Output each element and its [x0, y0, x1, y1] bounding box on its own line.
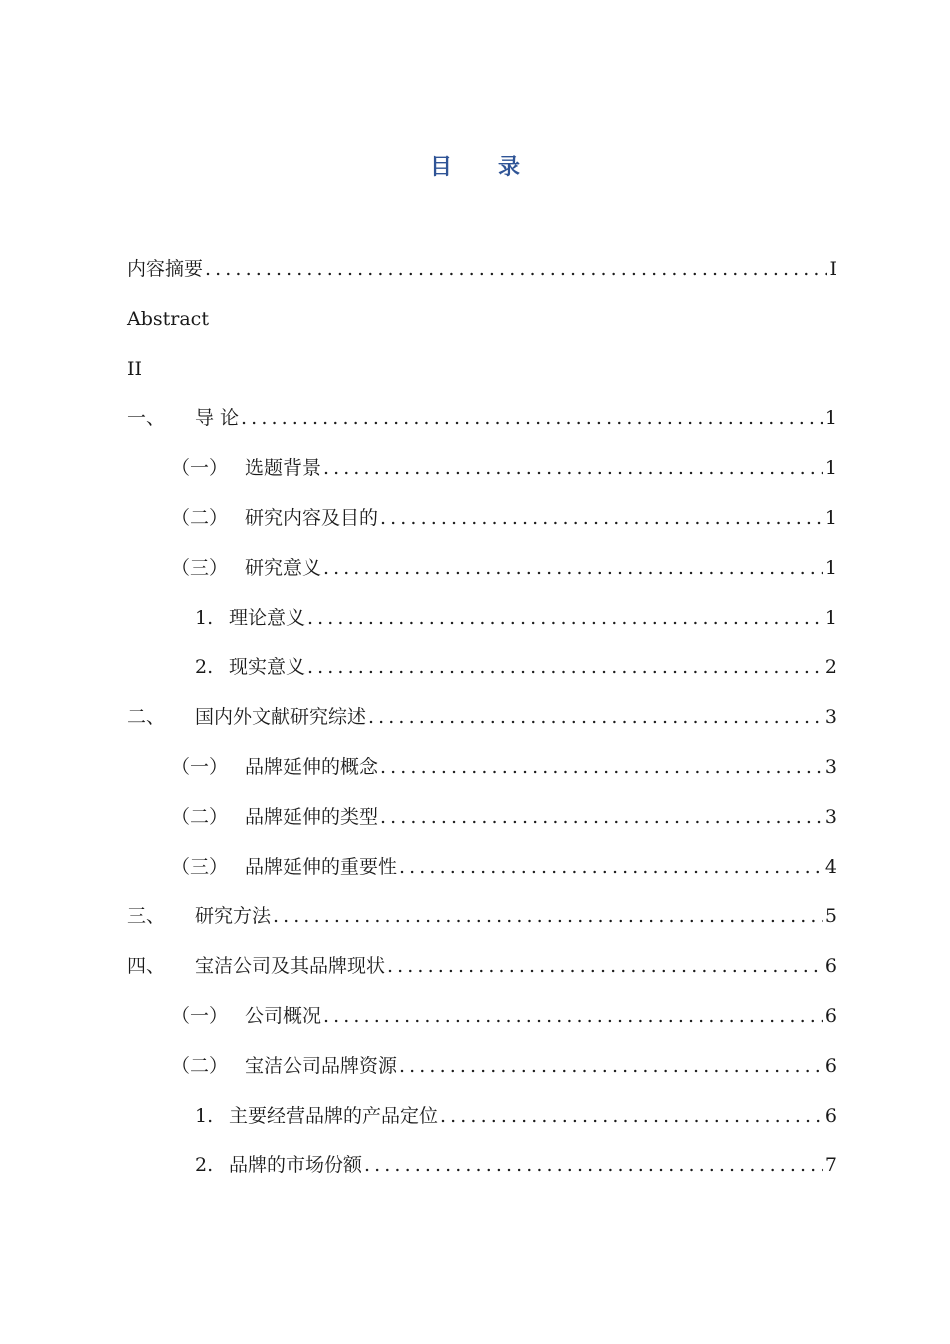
toc-entry-summary[interactable] [127, 250, 837, 300]
toc-entry-page: I [829, 258, 837, 280]
toc-entry-number: （二） [171, 1054, 229, 1077]
toc-entry-text: 国内外文献研究综述 [195, 706, 367, 729]
toc-title-char-2: 录 [498, 155, 521, 180]
toc-entry-text: 宝洁公司品牌资源 [245, 1054, 398, 1077]
toc-entry-text: 现实意义 [229, 656, 306, 679]
toc-entry-number: （二） [171, 805, 229, 828]
toc-entry-number: （一） [171, 457, 229, 480]
toc-dot-leader [399, 848, 823, 886]
toc-entry-text: 品牌延伸的类型 [245, 805, 379, 828]
toc-entry[interactable] [127, 848, 837, 898]
toc-entry-text: 导 论 [195, 407, 240, 430]
toc-dot-leader [241, 399, 823, 437]
toc-entry-number: 2. [195, 1154, 214, 1177]
toc-entry-text: 品牌延伸的概念 [245, 755, 379, 778]
toc-entry-number: （一） [171, 755, 229, 778]
toc-entry-number: （三） [171, 855, 229, 878]
toc-entry-page: 2 [824, 656, 837, 679]
toc-dot-leader [205, 250, 827, 288]
toc-entry-page: 3 [824, 805, 837, 828]
toc-entry-page: II [127, 357, 143, 380]
toc-entry-page: 4 [824, 855, 837, 878]
toc-entry-text: 品牌延伸的重要性 [245, 855, 398, 878]
toc-entry-page: 3 [824, 706, 837, 729]
toc-entry-text: 主要经营品牌的产品定位 [229, 1104, 439, 1127]
toc-entry-text: 宝洁公司及其品牌现状 [195, 955, 386, 978]
toc-title-char-1: 目 [429, 155, 452, 180]
toc-entry-page: 5 [824, 905, 837, 928]
toc-entry[interactable] [127, 1146, 837, 1196]
toc-entry[interactable] [127, 648, 837, 698]
toc-entry-number: 四、 [127, 955, 166, 978]
toc-entry-abstract[interactable] [127, 300, 837, 350]
toc-entry-number: 二、 [127, 706, 166, 729]
toc-entry[interactable] [127, 449, 837, 499]
toc-entry[interactable] [127, 897, 837, 947]
toc-entry[interactable] [127, 997, 837, 1047]
toc-entry-page: 6 [824, 1004, 837, 1027]
toc-entry[interactable] [127, 798, 837, 848]
toc-dot-leader [307, 648, 823, 686]
toc-entry-page: 1 [824, 457, 837, 480]
toc-dot-leader [323, 997, 823, 1035]
toc-entry-number: （三） [171, 556, 229, 579]
toc-dot-leader [380, 798, 823, 836]
toc-entry-text: 研究内容及目的 [245, 506, 379, 529]
toc-entry-page: 6 [824, 955, 837, 978]
toc-entry-number: 一、 [127, 407, 166, 430]
toc-entry[interactable] [127, 1047, 837, 1097]
toc-entry-page: 1 [824, 556, 837, 579]
toc-entry[interactable] [127, 399, 837, 449]
toc-entry-text: 公司概况 [245, 1004, 322, 1027]
toc-entry-number: 1. [195, 1104, 214, 1127]
toc-entry[interactable] [127, 698, 837, 748]
toc-dot-leader [440, 1097, 823, 1135]
toc-dot-leader [380, 748, 823, 786]
toc-entry-text: 选题背景 [245, 457, 322, 480]
table-of-contents [127, 250, 837, 1196]
toc-entry-text: 研究方法 [195, 905, 272, 928]
toc-dot-leader [323, 449, 823, 487]
toc-entry-abstract-page [127, 350, 837, 400]
toc-entry[interactable] [127, 499, 837, 549]
toc-dot-leader [323, 549, 823, 587]
toc-dot-leader [273, 897, 823, 935]
toc-entry-text: 理论意义 [229, 606, 306, 629]
toc-entry-number: （二） [171, 506, 229, 529]
toc-entry-number: 三、 [127, 905, 166, 928]
toc-entry[interactable] [127, 947, 837, 997]
toc-entry-number: （一） [171, 1004, 229, 1027]
toc-entry-text: 研究意义 [245, 556, 322, 579]
toc-entry-number: 2. [195, 656, 214, 679]
toc-dot-leader [387, 947, 823, 985]
toc-entry-page: 7 [824, 1154, 837, 1177]
toc-entry-page: 1 [824, 407, 837, 430]
toc-title [0, 150, 950, 181]
toc-dot-leader [380, 499, 823, 537]
toc-entry-page: 1 [824, 606, 837, 629]
toc-entry-number: 1. [195, 606, 214, 629]
toc-entry[interactable] [127, 599, 837, 649]
toc-entry[interactable] [127, 748, 837, 798]
toc-entry[interactable] [127, 549, 837, 599]
toc-entry-page: 6 [824, 1054, 837, 1077]
toc-entry-text: 内容摘要 [127, 258, 204, 280]
toc-entry-page: 1 [824, 506, 837, 529]
toc-entry-page: 6 [824, 1104, 837, 1127]
toc-entry-text: 品牌的市场份额 [229, 1154, 363, 1177]
toc-dot-leader [399, 1047, 823, 1085]
toc-dot-leader [364, 1146, 823, 1184]
toc-entry[interactable] [127, 1097, 837, 1147]
toc-entry-page: 3 [824, 755, 837, 778]
toc-dot-leader [307, 599, 823, 637]
toc-entry-text: Abstract [127, 307, 209, 330]
toc-dot-leader [368, 698, 823, 736]
